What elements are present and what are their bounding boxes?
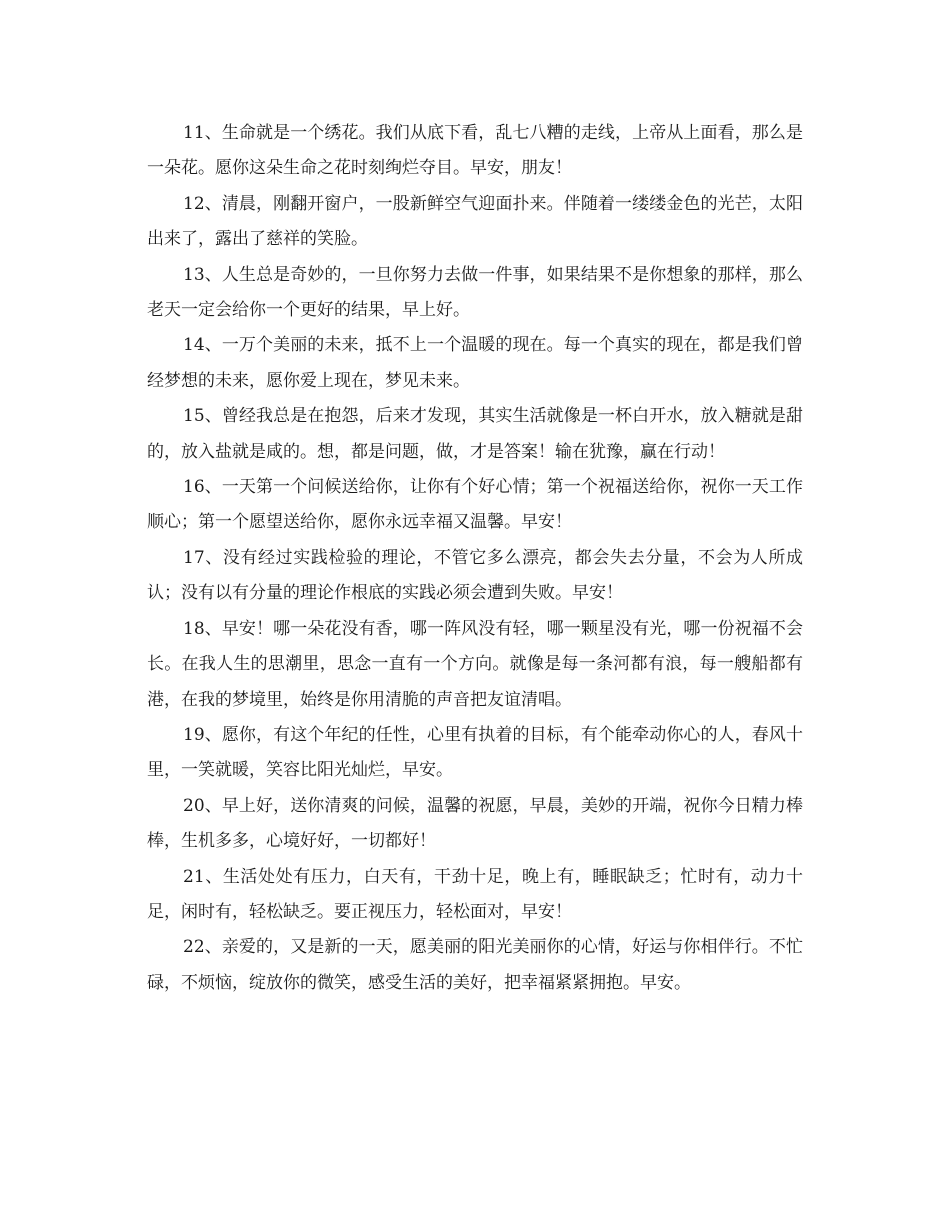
paragraph-19: 19、愿你，有这个年纪的任性，心里有执着的目标，有个能牵动你心的人，春风十里，一笑就暖，笑容比阳光灿烂，早安。 (147, 724, 803, 781)
document-body (147, 116, 803, 1001)
paragraph-16: 16、一天第一个问候送给你，让你有个好心情；第一个祝福送给你，祝你一天工作顺心；第一个愿望送给你，愿你永远幸福又温馨。早安！ (147, 477, 803, 533)
paragraph-15: 15、曾经我总是在抱怨，后来才发现，其实生活就像是一杯白开水，放入糖就是甜的，放入盐就是咸的。想，都是问题，做，才是答案！输在犹豫，赢在行动！ (147, 406, 803, 462)
paragraph-12: 12、清晨，刚翻开窗户，一股新鲜空气迎面扑来。伴随着一缕缕金色的光芒，太阳出来了，露出了慈祥的笑脸。 (147, 193, 803, 250)
paragraph-20: 20、早上好，送你清爽的问候，温馨的祝愿，早晨，美妙的开端，祝你今日精力棒棒，生机多多，心境好好，一切都好！ (147, 795, 803, 852)
paragraph-17: 17、没有经过实践检验的理论，不管它多么漂亮，都会失去分量，不会为人所成认；没有以有分量的理论作根底的实践必须会遭到失败。早安！ (147, 547, 803, 604)
paragraph-18: 18、早安！哪一朵花没有香，哪一阵风没有轻，哪一颗星没有光，哪一份祝福不会长。在我人生的思潮里，思念一直有一个方向。就像是每一条河都有浪，每一艘船都有港，在我的梦境里，始终是你用清脆的声音把友谊清唱。 (147, 618, 803, 710)
paragraph-14: 14、一万个美丽的未来，抵不上一个温暖的现在。每一个真实的现在，都是我们曾经梦想的未来，愿你爱上现在，梦见未来。 (147, 335, 803, 391)
paragraph-22: 22、亲爱的，又是新的一天，愿美丽的阳光美丽你的心情，好运与你相伴行。不忙碌，不烦恼，绽放你的微笑，感受生活的美好，把幸福紧紧拥抱。早安。 (147, 937, 803, 993)
paragraph-11: 11、生命就是一个绣花。我们从底下看，乱七八糟的走线，上帝从上面看，那么是一朵花。愿你这朵生命之花时刻绚烂夺目。早安，朋友！ (147, 123, 803, 179)
paragraph-21: 21、生活处处有压力，白天有，干劲十足，晚上有，睡眠缺乏；忙时有，动力十足，闲时有，轻松缺乏。要正视压力，轻松面对，早安！ (147, 866, 803, 922)
paragraph-13: 13、人生总是奇妙的，一旦你努力去做一件事，如果结果不是你想象的那样，那么老天一定会给你一个更好的结果，早上好。 (147, 264, 803, 321)
